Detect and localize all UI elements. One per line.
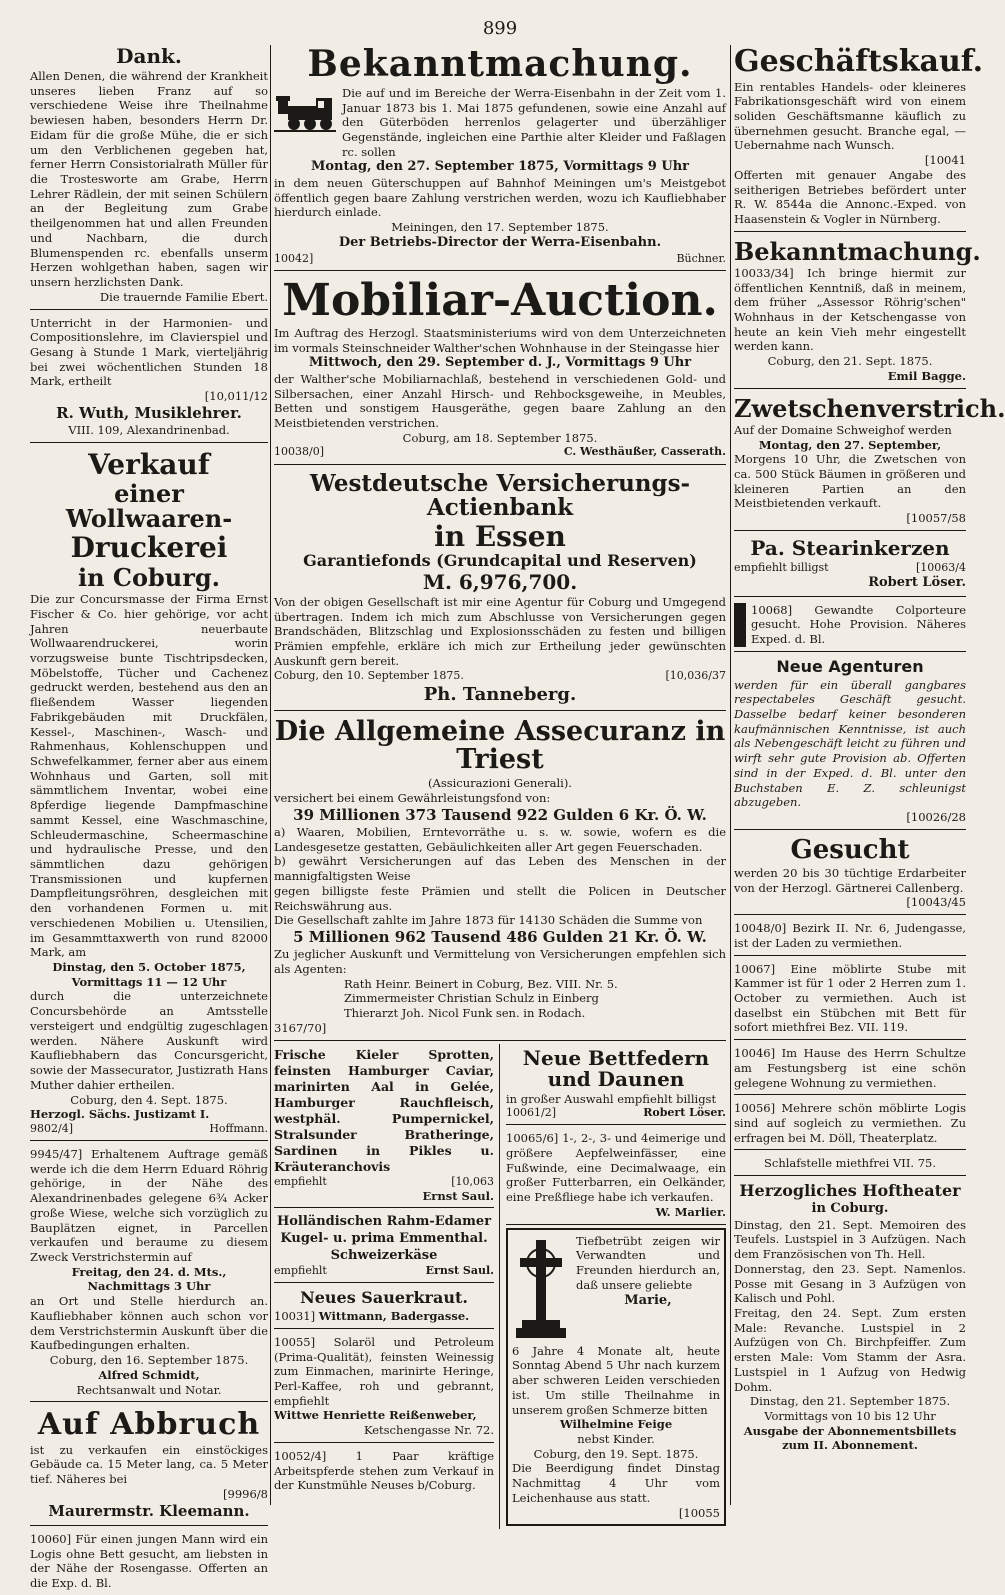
- ad-hoftheater: [734, 1179, 966, 1457]
- locomotive-icon: [274, 86, 336, 132]
- ad-place: Coburg, den 19. Sept. 1875.: [533, 1446, 699, 1461]
- ad-sign-row: [274, 1264, 494, 1278]
- ad-place: Coburg, den 16. September 1875.: [49, 1353, 249, 1368]
- ad-body: der Walther'sche Mobiliarnachlaß, bestehend in verschiedenen Gold- und Silbersachen, einer Anzahl Hirsch- und Rehbocksgeweihe, in Meubles, Betten und sonstigem Hausgeräthe, gegen baare Zahlung an den Meistbietenden verstrichen.: [274, 371, 726, 430]
- ad-subtitle: (Assicurazioni Generali).: [428, 776, 572, 791]
- ad-body: Die Beerdigung findet Dinstag Nachmittag 4 Uhr vom Leichenhause aus statt.: [512, 1461, 720, 1505]
- ad-name: Ernst Saul.: [422, 1188, 494, 1203]
- ad-reference: [9996/8: [223, 1486, 268, 1501]
- ad-body: Im Auftrag des Herzogl. Staatsministeriums wird von dem Unterzeichneten im vormals Steinschneider Walther'schen Wohnhause in der Steingasse hier: [274, 325, 726, 355]
- ad-reference: 10055]: [274, 1334, 316, 1349]
- ad-body: Tiefbetrübt zeigen wir Verwandten und Freunden hierdurch an, daß unsere geliebte: [576, 1233, 720, 1292]
- ad-body: Erhaltenem Auftrage gemäß werde ich die dem Herrn Eduard Röhrig gehörige, in der Nähe des Alexandrinenbades gelegene 6¾ Acker große Wiese, welche sich vorzüglich zu Bauplätzen eignet, in Parcellen verkaufen und beraume zu diesem Zweck Verstrichstermin auf: [30, 1147, 268, 1265]
- ad-mobiliar-auction: [274, 274, 726, 465]
- ad-title: Bekanntmachung.: [307, 43, 693, 85]
- ad-abbruch: [30, 1405, 268, 1526]
- ad-place: Coburg, den 10. September 1875.: [274, 668, 464, 682]
- ad-title: in Essen: [434, 519, 566, 553]
- ad-name: Alfred Schmidt,: [98, 1367, 200, 1382]
- ad-geschaeftskauf: [734, 42, 984, 232]
- ad-reference: 10060]: [30, 1531, 72, 1546]
- ad-body: Holländischen Rahm-Edamer Kugel- u. prima Emmenthal. Schweizerkäse: [276, 1214, 492, 1263]
- ad-name: Robert Löser.: [643, 1106, 726, 1120]
- ad-title: Verkauf: [88, 447, 210, 481]
- program-item: Donnerstag, den 23. Sept. Namenlos. Posse mit Gesang in 3 Aufzügen von Kalisch und Pohl.: [734, 1261, 966, 1306]
- cross-icon: [512, 1234, 570, 1344]
- ad-reference: [10043/45: [906, 895, 966, 910]
- ad-subtitle: Garantiefonds (Grundcapital und Reserven): [303, 551, 697, 571]
- ad-unterricht: [30, 313, 268, 443]
- ad-reference: 10065/6]: [506, 1131, 559, 1146]
- ad-reference: 10038/0]: [274, 445, 324, 459]
- ad-address: Ketschengasse Nr. 72.: [363, 1423, 494, 1438]
- ad-title: Bekanntmachung.: [734, 236, 981, 266]
- ad-kieler: [274, 1044, 494, 1209]
- ad-body: 10068] Gewandte Colporteure gesucht. Hohe Provision. Näheres Exped. d. Bl.: [751, 602, 966, 646]
- ad-todesanzeige: [506, 1228, 726, 1527]
- ad-logis: [30, 1529, 268, 1595]
- page-number: 899: [482, 18, 518, 39]
- ad-authority: Herzogl. Sächs. Justizamt I.: [30, 1107, 210, 1122]
- ad-sign-row: [506, 1106, 726, 1120]
- ad-body: Auf der Domaine Schweighof werden: [734, 422, 952, 437]
- ad-name: Wittwe Henriette Reißenweber,: [274, 1408, 477, 1423]
- ad-body: Frische Kieler Sprotten, feinsten Hamburger Caviar, marinirten Aal in Gelée, Hamburger Rauchfleisch, westphäl. Pumpernickel, Stralsunder Bratheringe, Sardinen in Pikles u. Kräuteranchovis: [274, 1046, 494, 1174]
- ad-reference: [10057/58: [906, 511, 966, 526]
- ad-body: durch die unterzeichnete Concursbehörde an Amtsstelle versteigert und endgültig zugeschlagen werden. Nähere Auskunft wird Kaufliebhabern das Concursgericht, sowie der Massecurator, Justizrath Hans Muther dahier ertheilen.: [30, 989, 268, 1092]
- ad-schlafstelle: [734, 1153, 966, 1176]
- ad-title: Auf Abbruch: [37, 1407, 261, 1443]
- ad-body: 10056] Mehrere schön möblirte Logis sind auf sogleich zu vermiethen. Zu erfragen bei M. Döll, Theaterplatz.: [734, 1101, 966, 1145]
- ad-bettfedern: [506, 1044, 726, 1126]
- ad-body: 10067] Eine möblirte Stube mit Kammer ist für 1 oder 2 Herren zum 1. October zu vermiethen. Auch ist daselbst ein Stübchen mit Bett für sofort miethfrei Bez. VII. 119.: [734, 961, 966, 1035]
- ad-title: Dank.: [116, 44, 182, 68]
- ad-title: Westdeutsche Versicherungs-Actienbank: [309, 469, 691, 521]
- program-item: Dinstag, den 21. Sept. Memoiren des Teufels. Lustspiel in 3 Aufzügen. Nach dem Französischen von Th. Hell.: [734, 1217, 966, 1262]
- program-item: Freitag, den 24. Sept. Zum ersten Male: Revanche. Lustspiel in 2 Aufzügen von Ch. Birchpfeiffer. Zum ersten Male: Vom Stamm der Asra. Lustspiel in 1 Aufzug von Hedwig Dohm.: [734, 1305, 966, 1394]
- ad-name: Emil Bagge.: [887, 368, 966, 383]
- ad-body: Für einen jungen Mann wird ein Logis ohne Bett gesucht, am liebsten in der Nähe der Rosengasse. Offerten an die Exp. d. Bl.: [30, 1531, 269, 1590]
- ad-label: empfiehlt: [274, 1174, 327, 1188]
- program-item: Ausgabe der Abonnementsbillets zum II. Abonnement.: [743, 1423, 957, 1453]
- ad-body: Die zur Concursmasse der Firma Ernst Fischer & Co. hier gehörige, vor acht Jahren neuerbaute Wollwaarendruckerei, worin vorzugsweise bunte Tischtripsdecken, Möbelstoffe, Tücher und Cachenez gedruckt werden, bestehend aus den an fließendem Wasser liegenden Fabrikgebäuden mit Druckfälen, Kessel-, Maschinen-, Wasch- und Rahmenhaus, Kohlenschuppen und Schwefelkammer, ferner aber aus einem Wohnhaus und Garten, soll mit sämmtlichem Inventar, wobei eine 8pferdige liegende Dampfmaschine sammt Kessel, eine Waschmaschine, Schleudermaschine, Scheermaschine und hydraulische Presse, und den sämmtlichen dazu gehörigen Transmissionen und kupfernen Dampfleitungsröhren, desgleichen mit den vorhandenen Formen u. mit verschiedenen Mobilien u. Utensilien, im Gesammttaxwerth von rund 82000 Mark, am: [30, 592, 268, 960]
- column-left: [30, 42, 269, 1590]
- ad-reference: [10026/28: [906, 809, 966, 824]
- ad-signature: Die trauernde Familie Ebert.: [99, 289, 268, 304]
- ad-name: Ph. Tanneberg.: [423, 683, 577, 705]
- ad-line: b) gewährt Versicherungen auf das Leben des Menschen in der mannigfaltigsten Weise: [274, 854, 726, 884]
- ad-amount: 39 Millionen 373 Tausend 922 Gulden 6 Kr. Ö. W.: [293, 805, 707, 824]
- ad-signature: Hoffmann.: [209, 1121, 268, 1135]
- column-rule: [730, 45, 731, 1505]
- ad-bekanntmachung-bagge: [734, 235, 981, 389]
- ad-body: Die auf und im Bereiche der Werra-Eisenbahn in der Zeit vom 1. Januar 1873 bis 1. Mai 1875 gefundenen, sowie eine Anzahl auf den Güterböden herrenlos gelagerter und überzähliger Gegenstände, ingleichen eine Parthie alter Kleider und Faßlagen rc. sollen: [342, 85, 726, 159]
- ad-title: Neues Sauerkraut.: [300, 1288, 468, 1308]
- ad-title: einer Wollwaaren-: [65, 479, 233, 534]
- ad-body: 1 Paar kräftige Arbeitspferde stehen zum Verkauf in der Kunstmühle Neuses b/Coburg.: [274, 1448, 494, 1493]
- ad-reference: 10042]: [274, 251, 314, 265]
- ad-zwetschen: [734, 392, 1005, 531]
- ad-date: Freitag, den 24. d. Mts., Nachmittags 3 Uhr: [71, 1264, 227, 1294]
- ad-name: W. Marlier.: [655, 1204, 726, 1219]
- ad-subtitle: in Coburg.: [811, 1201, 889, 1216]
- ad-title: Zwetschenverstrich.: [734, 393, 1005, 423]
- ad-reference: 3167/70]: [274, 1020, 327, 1035]
- ad-signature: C. Westhäußer, Casserath.: [563, 445, 726, 459]
- ad-bekanntmachung-werra: [274, 42, 726, 271]
- ad-name: Ernst Saul.: [425, 1264, 494, 1278]
- ad-line: Die Gesellschaft zahlte im Jahre 1873 für 14130 Schäden die Summe von: [274, 913, 703, 928]
- ad-title: Herzogliches Hoftheater: [739, 1181, 961, 1201]
- ad-title: Gesucht: [790, 834, 910, 865]
- ad-reference: [10055: [678, 1505, 720, 1520]
- ad-body: Unterricht in der Harmonien- und Compositionslehre, im Clavierspiel und Gesang à Stunde 1 Mark, vierteljährig bei zwei wöchentlichen Stunden 18 Mark, ertheilt: [30, 315, 268, 389]
- ad-name: Wittmann, Badergasse.: [318, 1309, 470, 1324]
- ad-solaroel: [274, 1332, 494, 1443]
- ad-sign-row: [734, 561, 966, 575]
- ad-place: Meiningen, den 17. September 1875.: [391, 220, 609, 235]
- ad-reference: 10061/2]: [506, 1106, 556, 1120]
- ad-body: werden 20 bis 30 tüchtige Erdarbeiter von der Herzogl. Gärtnerei Callenberg.: [734, 865, 966, 895]
- ad-body: an Ort und Stelle hierdurch an. Kaufliebhaber können auch schon vor dem Verstrichstermin Auskunft über die Kaufbedingungen erhalten.: [30, 1294, 268, 1353]
- ad-place: Coburg, den 21. Sept. 1875.: [767, 354, 933, 369]
- ad-name: Robert Löser.: [868, 574, 966, 590]
- ad-title: Neue Bettfedern und Daunen: [522, 1045, 710, 1091]
- ad-body: empfiehlt billigst: [734, 560, 829, 574]
- ad-address: VIII. 109, Alexandrinenbad.: [68, 423, 230, 437]
- ad-amount: 5 Millionen 962 Tausend 486 Gulden 21 Kr. Ö. W.: [293, 928, 707, 947]
- ad-assecuranz-triest: [274, 714, 726, 1041]
- ad-body: in dem neuen Güterschuppen auf Bahnhof Meiningen um's Meistgebot öffentlich gegen baare Zahlung verstrichen werden, wozu ich Kaufliebhaber hierdurch einlade.: [274, 176, 726, 220]
- agent-item: Rath Heinr. Beinert in Coburg, Bez. VIII. Nr. 5.: [344, 976, 618, 991]
- ad-date: Dinstag, den 5. October 1875, Vormittags 11 — 12 Uhr: [52, 960, 246, 989]
- ad-label: empfiehlt: [274, 1264, 327, 1278]
- ad-reference: 10052/4]: [274, 1448, 327, 1463]
- ad-name: Maurermstr. Kleemann.: [48, 1501, 250, 1520]
- ad-sign-row: [274, 669, 726, 683]
- ad-place: Coburg, am 18. September 1875.: [402, 430, 598, 445]
- ad-reference: 9802/4]: [30, 1121, 73, 1135]
- ad-stube: [734, 959, 966, 1041]
- ad-reference: 10031]: [274, 1309, 316, 1324]
- ad-body: 10046] Im Hause des Herrn Schultze am Festungsberg ist eine schön gelegene Wohnung zu vermiethen.: [734, 1046, 966, 1090]
- ad-body: Solaröl und Petroleum (Prima-Qualität), feinsten Weinessig zum Einmachen, marinirte Heringe, Perl-Kaffee, roh und gebrannt, empfiehlt: [274, 1334, 494, 1408]
- ad-title: Druckerei: [70, 531, 228, 565]
- ad-line: Zu jeglicher Auskunft und Vermittelung von Versicherungen empfehlen sich als Agenten:: [274, 947, 726, 976]
- ad-body: werden für ein überall gangbares respectabeles Geschäft gesucht. Dasselbe bedarf keiner besonderen kaufmännischen Kenntnisse, ist auch als Nebengeschäft leicht zu führen und wirft sehr gute Provision ab. Offerten sind in der Exped. d. Bl. unter den Buchstaben E. Z. schleunigst abzugeben.: [734, 677, 966, 810]
- ad-logis-doell: [734, 1098, 966, 1150]
- ad-reference: [10041: [924, 153, 966, 168]
- ad-date: Mittwoch, den 29. September d. J., Vormittags 9 Uhr: [308, 355, 692, 371]
- ad-signature: Büchner.: [676, 251, 726, 265]
- ad-date: Montag, den 27. September,: [758, 437, 942, 452]
- ad-dank: [30, 42, 268, 310]
- ad-reference: [10063/4: [916, 560, 966, 574]
- ad-title: Die Allgemeine Assecuranz in Triest: [274, 715, 726, 776]
- ad-title: in Coburg.: [77, 562, 221, 592]
- small-ads-left: [274, 1044, 500, 1530]
- ad-body: Offerten mit genauer Angabe des seitherigen Betriebes befördert unter R. W. 8544a die Annonc.-Exped. von Haasenstein & Vogler in Nürnberg.: [734, 167, 966, 226]
- ad-gesucht: [734, 833, 966, 915]
- ad-reference: [10,063: [451, 1174, 494, 1188]
- ad-title: Pa. Stearinkerzen: [750, 535, 950, 560]
- agent-item: Zimmermeister Christian Schulz in Einberg: [344, 991, 599, 1006]
- ad-laden: [734, 918, 966, 955]
- column-middle: [274, 42, 726, 1520]
- ad-body: 10033/34] Ich bringe hiermit zur öffentlichen Kenntniß, daß in meinem, dem früher „Assessor Röhrig'schen" Wohnhaus in der Ketschengasse von heute an kein Vieh mehr eingestellt werden kann.: [734, 265, 966, 354]
- ad-reference: 9945/47]: [30, 1147, 83, 1162]
- ad-westdeutsche: [274, 468, 726, 711]
- ad-colporteure: [734, 600, 966, 652]
- agent-item: Thierarzt Joh. Nicol Funk sen. in Rodach.: [344, 1006, 586, 1021]
- ad-body: Morgens 10 Uhr, die Zwetschen von ca. 500 Stück Bäumen in größeren und kleineren Partien an den Meistbietenden verkauft.: [734, 452, 966, 511]
- ad-body: 1-, 2-, 3- und 4eimerige und größere Aepfelweinfässer, eine Fußwinde, eine Decimalwaage, ein großer Futterbarren, ein Oelkänder, eine Preßfliege habe ich verkaufen.: [506, 1131, 726, 1205]
- ad-date: Montag, den 27. September 1875, Vormittags 9 Uhr: [311, 159, 689, 175]
- ad-body: 10048/0] Bezirk II. Nr. 6, Judengasse, ist der Laden zu vermiethen.: [734, 921, 966, 950]
- ad-body: 6 Jahre 4 Monate alt, heute Sonntag Abend 5 Uhr nach kurzem aber schweren Leiden verschieden ist. Um stille Theilnahme in unserem großen Schmerze bitten: [512, 1343, 720, 1417]
- ad-sign-row: [30, 1122, 268, 1136]
- ad-body: ist zu verkaufen ein einstöckiges Gebäude ca. 15 Meter lang, ca. 5 Meter tief. Näheres bei: [30, 1442, 268, 1487]
- ad-kaese: [274, 1211, 494, 1283]
- ad-reference: [10,011/12: [204, 389, 268, 404]
- ad-agenturen: [734, 655, 966, 830]
- ad-pferde: [274, 1446, 494, 1497]
- small-ads-right: [506, 1044, 726, 1530]
- ad-name: R. Wuth, Musiklehrer.: [56, 403, 242, 422]
- ad-reference: [10,036/37: [665, 668, 726, 682]
- ad-fasser: [506, 1128, 726, 1224]
- small-ads-grid: [274, 1044, 726, 1530]
- column-rule: [270, 45, 271, 1505]
- ad-body: Schlafstelle miethfrei VII. 75.: [764, 1156, 936, 1171]
- ad-signature: Wilhelmine Feige: [559, 1417, 673, 1432]
- ad-title: Neue Agenturen: [776, 656, 924, 676]
- column-right: [734, 42, 1005, 1512]
- ad-sign-row: [274, 445, 726, 459]
- ad-sign-row: [274, 1175, 494, 1189]
- ad-name: Marie,: [624, 1292, 672, 1308]
- ad-body: in großer Auswahl empfiehlt billigst: [506, 1091, 717, 1106]
- ad-place: Coburg, den 4. Sept. 1875.: [70, 1092, 228, 1107]
- ad-title: Geschäftskauf.: [734, 44, 984, 79]
- ad-line: gegen billigste feste Prämien und stellt die Policen in Deutscher Reichswährung aus.: [274, 883, 726, 913]
- ad-line: a) Waaren, Mobilien, Erntevorräthe u. s. w. sowie, wofern es die Landesgesetze gestatten, Gebäulichkeiten aller Art gegen Feuerschaden.: [274, 825, 726, 854]
- ad-title-line: Rechtsanwalt und Notar.: [76, 1382, 222, 1397]
- ad-sauerkraut: [274, 1286, 494, 1329]
- ad-stearinkerzen: [734, 534, 966, 597]
- pointer-bar: [734, 603, 746, 647]
- ad-body: Allen Denen, die während der Krankheit unseres lieben Franz auf so verschiedene Weise ihre Theilnahme bewiesen haben, besonders Herrn Dr. Eidam für die große Mühe, die er sich um den Verblichenen gegeben hat, ferner Herrn Consistorialrath Müller für die Trostesworte am Grabe, Herrn Lehrer Rädlein, der mit seinen Schülern an der Begleitung zum Grabe theilgenommen hat und allen Freunden und Nachbarn, die durch Blumenspenden rc. ebenfalls unserm Herzen wohlgethan haben, sagen wir unsern herzlichsten Dank.: [30, 69, 268, 290]
- ad-signature: nebst Kinder.: [577, 1431, 655, 1446]
- program-item: Dinstag, den 21. September 1875. Vormittags von 10 bis 12 Uhr: [749, 1394, 951, 1423]
- ad-body: Von der obigen Gesellschaft ist mir eine Agentur für Coburg und Umgegend übertragen. Indem ich mich zum Abschlusse von Versicherungen gegen Brandschäden, Blitzschlag und Explosionsschäden zu festen und billigen Prämien empfehle, erkläre ich mich zur Ertheilung jeder gewünschten Auskunft gern bereit.: [274, 594, 726, 668]
- agents-list: [344, 977, 726, 1021]
- ad-title: Mobiliar-Auction.: [282, 274, 718, 326]
- ad-sign-row: [274, 252, 726, 266]
- ad-authority: Der Betriebs-Director der Werra-Eisenbahn.: [338, 234, 662, 250]
- ad-line: versichert bei einem Gewährleistungsfond von:: [274, 791, 551, 806]
- ad-amount: M. 6,976,700.: [422, 569, 578, 594]
- ad-verkauf: [30, 446, 268, 1141]
- ad-wohnung: [734, 1043, 966, 1095]
- ad-wiese: [30, 1144, 268, 1402]
- ad-body: Ein rentables Handels- oder kleineres Fabrikationsgeschäft wird von einem soliden Geschäftsmanne käuflich zu übernehmen gesucht. Branche egal, — Uebernahme nach Wunsch.: [734, 79, 966, 153]
